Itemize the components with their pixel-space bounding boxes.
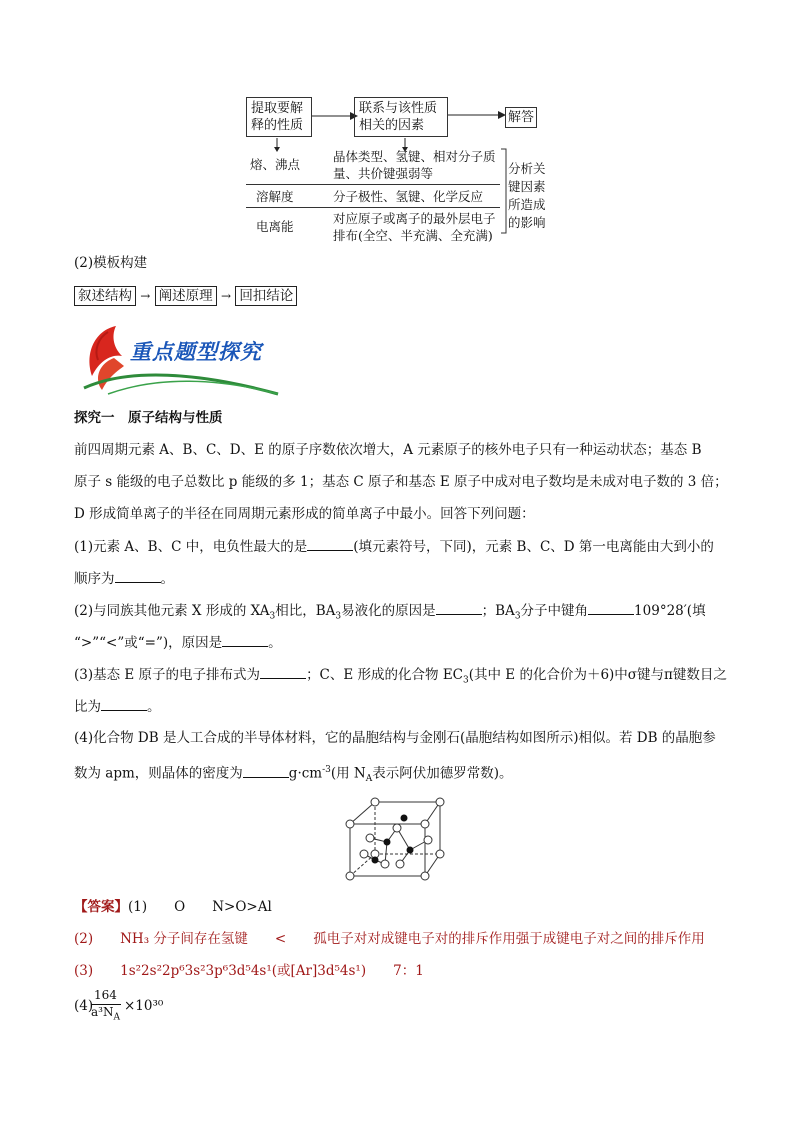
question-2-cont: “>”“<”或“=”)，原因是 。 — [74, 632, 282, 653]
answer-blank — [260, 664, 306, 679]
flow-factor-1: 分子极性、氢键、化学反应 — [333, 189, 484, 204]
flow-prop-1: 溶解度 — [256, 189, 294, 204]
question-1-cont: 顺序为 。 — [74, 568, 174, 589]
template-step: 叙述结构 — [74, 286, 136, 306]
flow-prop-0: 熔、沸点 — [250, 157, 301, 172]
answer-blank — [307, 536, 353, 551]
answer-blank — [243, 763, 289, 778]
intro-line: D 形成简单离子的半径在同周期元素形成的简单离子中最小。回答下列问题： — [74, 506, 535, 522]
flow-box-factors: 联系与该性质相关的因素 — [354, 97, 448, 137]
banner-title: 重点题型探究 — [130, 340, 262, 364]
crystal-cell-figure — [340, 794, 450, 884]
question-3-cont: 比为 。 — [74, 696, 161, 717]
answer-blank — [436, 600, 482, 615]
answer-blank — [115, 568, 161, 583]
flow-side-text: 分析关键因素所造成的影响 — [508, 161, 546, 230]
arrow-icon: → — [140, 289, 151, 303]
question-3: (3)基态 E 原子的电子排布式为 ；C、E 形成的化合物 $EC_3$(其中 E 的化合价为＋6)中σ键与π键数目之 — [74, 664, 727, 691]
fraction-numerator: 164 — [94, 988, 117, 1002]
section-title: 探究一 原子结构与性质 — [74, 410, 223, 426]
question-4: (4)化合物 DB 是人工合成的半导体材料，它的晶胞结构与金刚石(晶胞结构如图所示)相似。若 DB 的晶胞参 — [74, 730, 716, 746]
divider — [246, 207, 500, 208]
flow-factor-2: 对应原子或离子的最外层电子排布(全空、半充满、全充满) — [333, 211, 496, 243]
template-step: 阐述原理 — [155, 286, 217, 306]
flow-prop-2: 电离能 — [256, 219, 294, 234]
template-step: 回扣结论 — [235, 286, 297, 306]
arrow-icon — [312, 100, 360, 130]
answer-blank — [588, 600, 634, 615]
divider — [246, 184, 500, 185]
arrow-icon — [448, 108, 508, 122]
answer-3: (3) 1s²2s²2p⁶3s²3p⁶3d⁵4s¹(或[Ar]3d⁵4s¹) 7：1 — [74, 963, 424, 979]
intro-line: 原子 s 能级的电子总数比 p 能级的多 1；基态 C 原子和基态 E 原子中成对电子数均是未成对电子数的 3 倍； — [74, 474, 728, 490]
template-heading: (2)模板构建 — [74, 255, 148, 271]
section-banner — [78, 320, 283, 396]
question-1: (1)元素 A、B、C 中，电负性最大的是 (填元素符号，下同)，元素 B、C、D 第一电离能由大到小的 — [74, 536, 714, 557]
answer-2: (2) NH₃ 分子间存在氢键 < 孤电子对对成键电子对的排斥作用强于成键电子对之间的排斥作用 — [74, 931, 705, 947]
flow-factor-0: 晶体类型、氢键、相对分子质量、共价键强弱等 — [333, 149, 496, 181]
answer-blank — [101, 696, 147, 711]
arrow-icon: → — [220, 289, 232, 303]
answer-blank — [222, 632, 268, 647]
answer-1: 【答案】(1) O N>O>Al — [74, 899, 272, 915]
question-2: (2)与同族其他元素 X 形成的 $XA_3$相比，$BA_3$易液化的原因是 ；$BA_3$分子中键角 109°28′(填 — [74, 600, 706, 627]
question-4-cont: 数为 apm，则晶体的密度为 $g\cdot cm^{-3}$(用 $N_A$表示阿伏加德罗常数)。 — [74, 760, 513, 789]
down-arrow-icon — [272, 138, 282, 152]
intro-line: 前四周期元素 A、B、C、D、E 的原子序数依次增大，A 元素原子的核外电子只有一种运动状态；基态 B — [74, 442, 702, 458]
template-steps — [74, 286, 297, 306]
flow-box-answer: 解答 — [505, 107, 537, 128]
flow-box-extract: 提取要解释的性质 — [246, 97, 312, 137]
fraction-denominator: $a^3N_A$ — [91, 1005, 120, 1023]
